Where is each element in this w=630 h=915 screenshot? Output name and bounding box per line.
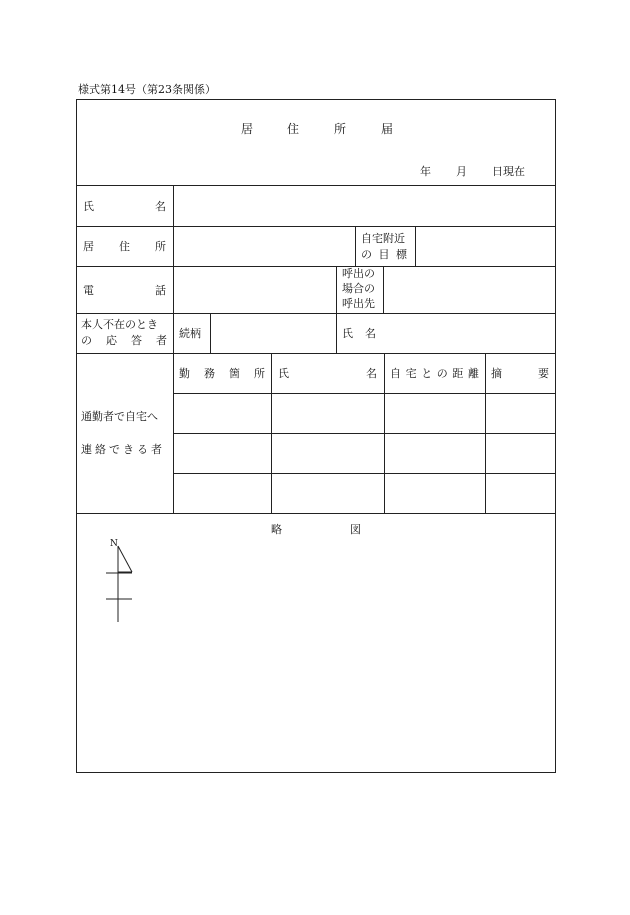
header-char: 所 bbox=[254, 367, 265, 380]
header-char: 名 bbox=[366, 367, 377, 380]
rule bbox=[76, 513, 556, 514]
absent-name-label bbox=[342, 313, 376, 353]
header-distance bbox=[390, 353, 479, 393]
header-char: 離 bbox=[467, 367, 479, 380]
date-month-label: 月 bbox=[456, 165, 467, 178]
phone-label-char: 電 bbox=[83, 283, 94, 297]
header-char: 自 bbox=[390, 367, 401, 380]
sketch-label-char: 図 bbox=[350, 523, 361, 536]
form-title-char: 所 bbox=[334, 122, 347, 136]
call-destination-field[interactable] bbox=[384, 267, 555, 312]
north-arrow-icon bbox=[100, 540, 140, 628]
table-cell[interactable] bbox=[486, 394, 555, 432]
landmark-label-line1: 自宅附近 bbox=[361, 232, 405, 245]
relation-field[interactable] bbox=[211, 314, 335, 352]
absent-name-field[interactable] bbox=[384, 314, 555, 352]
relation-label: 続柄 bbox=[179, 327, 201, 340]
call-label-line2: 場合の bbox=[342, 282, 375, 295]
landmark-field[interactable] bbox=[416, 227, 555, 265]
landmark-label-char: の bbox=[361, 247, 372, 261]
phone-label-char: 話 bbox=[155, 283, 166, 297]
residence-label-char: 居 bbox=[83, 240, 94, 253]
commuter-label-line1: 通勤者で自宅へ bbox=[81, 410, 158, 423]
call-label-line3: 呼出先 bbox=[342, 297, 375, 310]
absent-label-char: 者 bbox=[156, 333, 167, 347]
table-cell[interactable] bbox=[272, 474, 383, 512]
residence-label-char: 住 bbox=[119, 240, 130, 253]
landmark-label-line2 bbox=[361, 247, 407, 260]
table-cell[interactable] bbox=[486, 474, 555, 512]
header-name bbox=[278, 353, 377, 393]
name-label-char: 氏 bbox=[83, 199, 94, 213]
residence-label-char: 所 bbox=[155, 240, 166, 253]
name-label-char: 名 bbox=[155, 199, 166, 213]
absent-label-char: の bbox=[81, 333, 92, 347]
date-day-label: 日現在 bbox=[492, 165, 525, 178]
absent-label-char: 応 bbox=[106, 333, 117, 347]
table-cell[interactable] bbox=[174, 434, 270, 472]
header-char: と bbox=[421, 367, 433, 380]
header-char: 氏 bbox=[278, 367, 289, 380]
absent-name-char: 氏 bbox=[342, 327, 353, 340]
header-remarks bbox=[491, 353, 549, 393]
name-field[interactable] bbox=[174, 186, 555, 225]
header-char: 務 bbox=[204, 367, 215, 380]
north-label: N bbox=[110, 539, 118, 549]
phone-label bbox=[83, 266, 166, 313]
header-char: 勤 bbox=[179, 367, 190, 380]
header-char: の bbox=[436, 367, 448, 380]
header-workplace bbox=[179, 353, 265, 393]
rule bbox=[355, 226, 356, 266]
landmark-label-char: 目 bbox=[378, 247, 390, 261]
table-cell[interactable] bbox=[385, 394, 484, 432]
header-char: 距 bbox=[452, 367, 464, 380]
table-cell[interactable] bbox=[272, 434, 383, 472]
commuter-label-line2: 連絡できる者 bbox=[81, 443, 165, 456]
call-label-line1: 呼出の bbox=[342, 267, 375, 280]
absent-label-line2 bbox=[81, 333, 167, 346]
landmark-label-char: 標 bbox=[396, 247, 407, 261]
residence-label bbox=[83, 226, 166, 266]
rule bbox=[336, 266, 337, 353]
absent-label-line1: 本人不在のとき bbox=[81, 318, 158, 331]
header-char: 宅 bbox=[405, 367, 417, 380]
phone-field[interactable] bbox=[174, 267, 335, 312]
absent-label-char: 答 bbox=[131, 333, 142, 347]
absent-name-char: 名 bbox=[365, 327, 376, 340]
sketch-label-char: 略 bbox=[271, 523, 282, 536]
form-number: 様式第14号（第23条関係） bbox=[78, 83, 216, 96]
header-char: 箇 bbox=[229, 367, 240, 380]
header-char: 摘 bbox=[491, 367, 502, 380]
residence-field[interactable] bbox=[174, 227, 354, 265]
date-year-label: 年 bbox=[420, 165, 431, 178]
sketch-area[interactable] bbox=[77, 540, 554, 770]
table-cell[interactable] bbox=[486, 434, 555, 472]
table-cell[interactable] bbox=[174, 474, 270, 512]
form-title-char: 居 bbox=[241, 122, 254, 136]
table-cell[interactable] bbox=[272, 394, 383, 432]
form-title-char: 届 bbox=[381, 122, 394, 136]
header-char: 要 bbox=[538, 367, 549, 380]
form-title-char: 住 bbox=[287, 122, 300, 136]
table-cell[interactable] bbox=[385, 474, 484, 512]
table-cell[interactable] bbox=[385, 434, 484, 472]
name-label bbox=[83, 185, 166, 226]
table-cell[interactable] bbox=[174, 394, 270, 432]
